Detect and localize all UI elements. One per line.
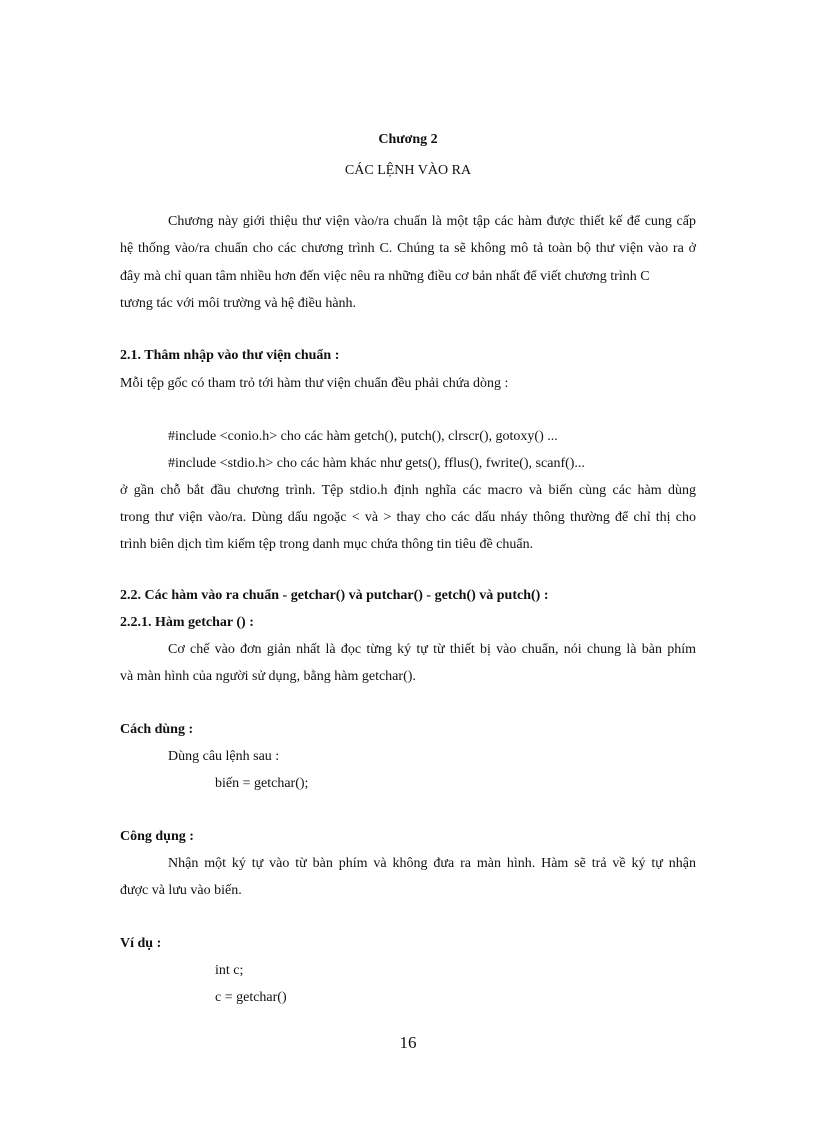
include-conio-line: #include <conio.h> cho các hàm getch(), putch(), clrscr(), gotoxy() ... <box>168 429 558 444</box>
section-2-2-1-heading: 2.2.1. Hàm getchar () : <box>120 615 254 630</box>
section-2-2-heading: 2.2. Các hàm vào ra chuẩn - getchar() và putchar() - getch() và putch() : <box>120 588 549 603</box>
purpose-text-line-2: được và lưu vào biến. <box>120 883 242 898</box>
intro-line-4: tương tác với môi trường và hệ điều hành. <box>120 296 357 311</box>
section-2-1-text: Mỗi tệp gốc có tham trỏ tới hàm thư viện chuẩn đều phải chứa dòng : <box>120 376 509 391</box>
section-2-2-1-paragraph-line-1: Cơ chế vào đơn giản nhất là đọc từng ký tự từ thiết bị vào chuẩn, nói chung là bàn phím <box>168 642 696 657</box>
include-stdio-line: #include <stdio.h> cho các hàm khác như gets(), fflus(), fwrite(), scanf()... <box>168 456 585 471</box>
example-heading: Ví dụ : <box>120 936 162 951</box>
chapter-title: CÁC LỆNH VÀO RA <box>344 163 472 178</box>
section-2-1-paragraph-line-3: trình biên dịch tìm kiếm tệp trong danh mục chứa thông tin tiêu đề chuẩn. <box>120 537 534 552</box>
usage-text: Dùng câu lệnh sau : <box>168 749 280 764</box>
section-2-1-paragraph-line-2: trong thư viện vào/ra. Dùng dấu ngoặc < và > thay cho các dấu nháy thông thường để chỉ thị cho <box>120 510 696 525</box>
section-2-1-paragraph-line-1: ở gần chỗ bắt đầu chương trình. Tệp stdio.h định nghĩa các macro và biến cùng các hàm dùng <box>120 483 696 498</box>
section-2-2-1-paragraph-line-2: và màn hình của người sử dụng, bằng hàm getchar(). <box>120 669 416 684</box>
intro-line-2: hệ thống vào/ra chuẩn cho các chương trình C. Chúng ta sẽ không mô tả toàn bộ thư viện vào ra ở <box>120 241 696 256</box>
chapter-number: Chương 2 <box>378 132 438 147</box>
example-code-line-2: c = getchar() <box>215 990 287 1005</box>
intro-line-1: Chương này giới thiệu thư viện vào/ra chuẩn là một tập các hàm được thiết kế để cung cấp <box>168 214 696 229</box>
section-2-1-heading: 2.1. Thâm nhập vào thư viện chuẩn : <box>120 348 340 363</box>
purpose-heading: Công dụng : <box>120 829 194 844</box>
usage-code: biến = getchar(); <box>215 776 309 791</box>
purpose-text-line-1: Nhận một ký tự vào từ bàn phím và không đưa ra màn hình. Hàm sẽ trả về ký tự nhận <box>168 856 696 871</box>
usage-heading: Cách dùng : <box>120 722 194 737</box>
intro-line-3: đây mà chỉ quan tâm nhiều hơn đến việc nêu ra những điều cơ bản nhất để viết chương trình C <box>120 269 650 284</box>
example-code-line-1: int c; <box>215 963 244 978</box>
page-number: 16 <box>399 1033 417 1052</box>
